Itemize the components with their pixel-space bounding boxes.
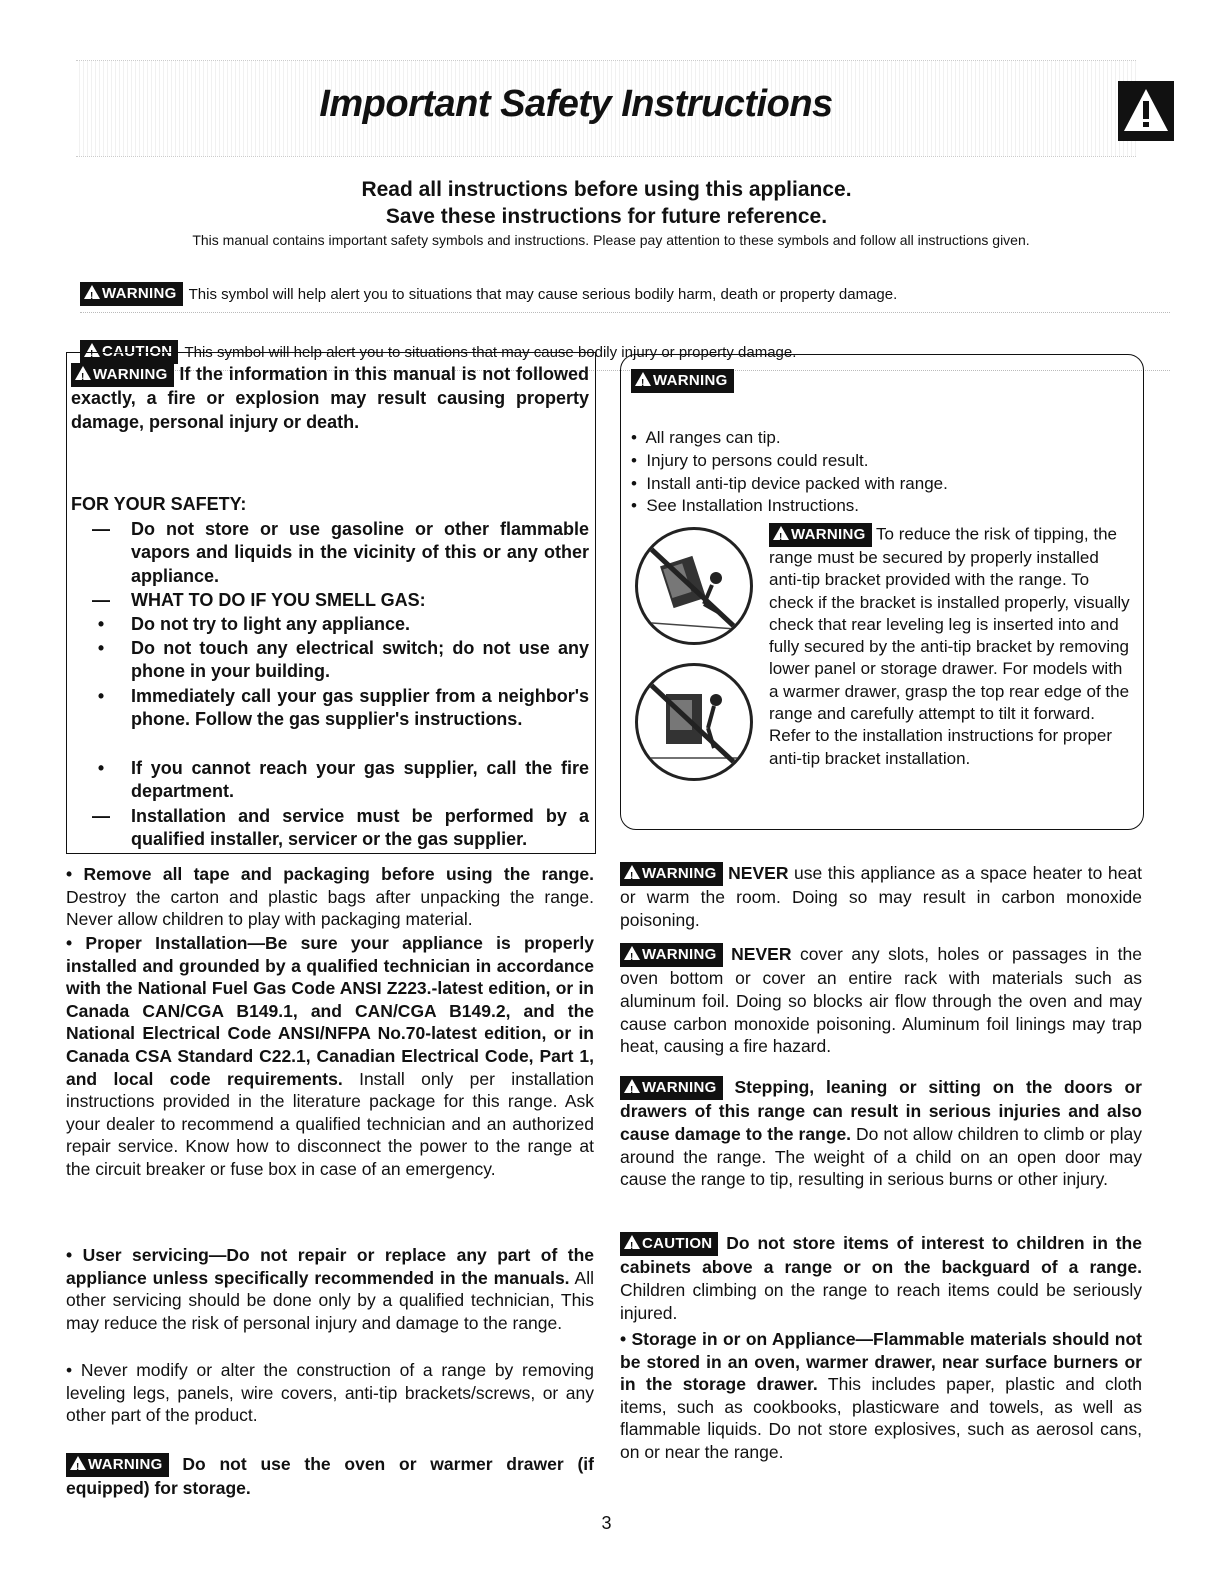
warning-badge: !WARNING [620,862,723,886]
child-tipping-range-icon [635,527,753,645]
installation-paragraph: • Proper Installation—Be sure your appliance is properly installed and grounded by a qualified technician in accordance with the National Fuel Gas Code ANSI Z223.-latest edition, or in Canada CAN/CGA B149.1, and CAN/CGA B149.2, and the National Electrical Code ANSI/NFPA No.70-latest edition, or in Canada CSA Standard C22.1, Canadian Electrical Code, Part 1, and local code requirements. Install only per installation instructions provided in the literature package for this range. Ask your dealer to recommend a qualified technician and an authorized repair service. Know how to disconnect the power to the range at the circuit breaker or fuse box in case of an emergency. [66,933,594,1179]
warning-badge: !WARNING [631,369,734,393]
subtitle-save: Save these instructions for future reference. [385,205,828,228]
warning-icon [624,865,640,879]
warning-icon [624,946,640,960]
space-heater-warning: !WARNING NEVER use this appliance as a space heater to heat or warm the room. Doing so may result in carbon monoxide poisoning. [620,862,1142,932]
warning-symbol-desc: This symbol will help alert you to situations that may cause serious bodily harm, death or property damage. [188,285,898,303]
warning-badge: !WARNING [620,943,723,967]
packaging-paragraph: • Remove all tape and packaging before using the range. Destroy the carton and plastic bags after unpacking the range. Never allow children to play with packaging material. [66,864,594,930]
foil-warning: !WARNING NEVER cover any slots, holes or passages in the oven bottom or cover an entire rack with materials such as aluminum foil. Doing so blocks air flow through the oven and may cause carbon monoxide poisoning. Aluminum foil linings may trap heat, causing a fire hazard. [620,943,1142,1058]
warning-icon [84,285,100,299]
page-number: 3 [601,1513,612,1533]
warning-badge: !WARNING [66,1453,169,1477]
warning-symbol-row [80,282,1170,313]
warning-icon [624,1079,640,1093]
warning-icon [773,526,789,540]
page-title: Important Safety Instructions [319,83,833,125]
child-on-door-icon [635,663,753,781]
list-item: • Install anti-tip device packed with range. [631,474,948,493]
warning-icon [635,372,651,386]
caution-badge: !CAUTION [80,340,178,364]
intro-text: This manual contains important safety symbols and instructions. Please pay attention to these symbols and follow all instructions given. [192,232,1030,248]
tip-warning-text: !WARNING To reduce the risk of tipping, the range must be secured by properly installed anti-tip bracket provided with the range. To check if the bracket is installed properly, visually check that rear leveling leg is inserted into and fully secured by the anti-tip bracket by removing lower panel or storage drawer. For models with a warmer drawer, grasp the top rear edge of the range and carefully attempt to tilt it forward. Refer to the installation instructions for proper anti-tip bracket installation. [769,523,1133,770]
cabinet-caution: !CAUTION Do not store items of interest to children in the cabinets above a range or on the backguard of a range. Children climbing on the range to reach items could be seriously injured. [620,1232,1142,1324]
gas-warning-box: !WARNING If the information in this manual is not followed exactly, a fire or explosion may result causing property damage, personal injury or death. FOR YOUR SAFETY: — Do not store or use gasoline or other flammable vapors and liquids in the vicinity of this or any other appliance. — WHAT TO DO IF YOU SMELL GAS: • Do not try to light any appliance. • Do not touch any electrical switch; do not use any phone in your building. • Immediately call your gas supplier from a neighbor's phone. Follow the gas supplier's instructions. • If you cannot reach your gas supplier, call the fire department. — Installation and service must be performed by a qualified installer, servicer or the gas supplier. [66,352,596,854]
list-item: • See Installation Instructions. [631,496,860,515]
gas-warning-heading: !WARNING If the information in this manual is not followed exactly, a fire or explosion may result causing property damage, personal injury or death. [71,363,589,434]
storage-warning-paragraph: !WARNING Do not use the oven or warmer drawer (if equipped) for storage. [66,1453,594,1500]
flammable-storage-paragraph: • Storage in or on Appliance—Flammable materials should not be stored in an oven, warmer drawer, near surface burners or in the storage drawer. This includes paper, plastic and cloth items, such as cookbooks, plasticware and towels, as well as flammable liquids. Do not store explosives, such as aerosol cans, on or near the range. [620,1329,1143,1462]
caution-badge: !CAUTION [620,1232,718,1256]
caution-symbol-desc: This symbol will help alert you to situations that may cause bodily injury or property damage. [184,343,797,361]
tip-over-warning-box [620,354,1144,830]
header-banner [76,60,1136,157]
servicing-paragraph: • User servicing—Do not repair or replace any part of the appliance unless specifically recommended in the manuals. All other servicing should be done only by a qualified technician, This may reduce the risk of personal injury and damage to the range. [66,1245,594,1333]
list-item: • Injury to persons could result. [631,451,869,470]
subtitle-read: Read all instructions before using this appliance. [361,178,852,201]
modify-paragraph: • Never modify or alter the construction of a range by removing leveling legs, panels, wire covers, anti-tip brackets/screws, or any other part of the product. [66,1360,594,1426]
safety-label: FOR YOUR SAFETY: [71,494,247,514]
warning-triangle-icon [1118,81,1174,141]
warning-badge: !WARNING [80,282,183,306]
list-item: • All ranges can tip. [631,428,781,447]
warning-icon [624,1235,640,1249]
warning-badge: !WARNING [71,363,174,387]
warning-badge: !WARNING [769,523,872,547]
warning-icon [70,1456,86,1470]
warning-icon [75,366,91,380]
warning-badge: !WARNING [620,1076,723,1100]
door-stepping-warning: !WARNING Stepping, leaning or sitting on the doors or drawers of this range can result in serious injuries and also cause damage to the range. Do not allow children to climb or play around the range. The weight of a child on an open door may cause the range to tip, resulting in serious burns or other injury. [620,1076,1142,1191]
